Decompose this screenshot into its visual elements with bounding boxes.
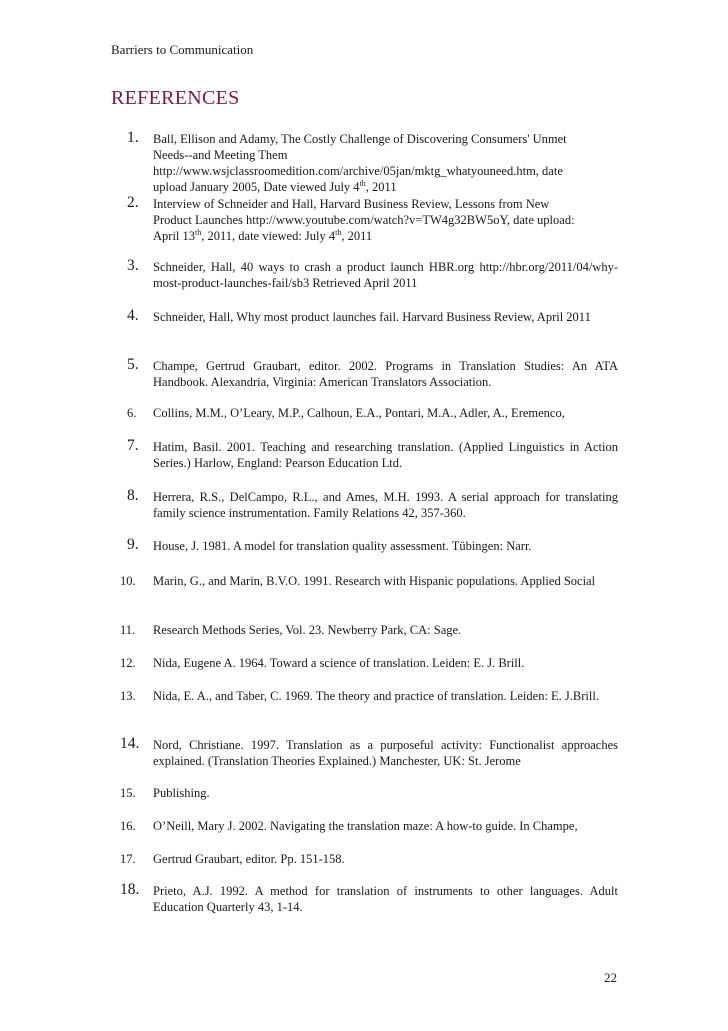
reference-text: Schneider, Hall, 40 ways to crash a product launch HBR.org http://hbr.org/2011/04/why-most-product-launches-fail/sb3 Retrieved April 2011 — [153, 260, 618, 290]
reference-number: 15. — [120, 786, 136, 800]
reference-number: 1. — [127, 129, 139, 146]
reference-number: 5. — [127, 356, 139, 373]
reference-text: Nord, Christiane. 1997. Translation as a purposeful activity: Functionalist approaches explained. (Translation Theories Explained.) Manchester, UK: St. Jerome — [153, 738, 618, 768]
running-header: Barriers to Communication — [111, 42, 254, 57]
reference-text: Marin, G., and Marin, B.V.O. 1991. Research with Hispanic populations. Applied Social — [153, 574, 596, 588]
reference-text: Gertrud Graubart, editor. Pp. 151-158. — [153, 852, 345, 866]
reference-text: House, J. 1981. A model for translation quality assessment. Tübingen: Narr. — [153, 539, 532, 553]
reference-number: 9. — [127, 536, 139, 553]
reference-number: 11. — [120, 623, 136, 637]
reference-text: Ball, Ellison and Adamy, The Costly Challenge of Discovering Consumers' Unmet Needs--and Meeting Them http://www.wsjclassroomedition.com/archive/05jan/mktg_whatyouneed.htm, date upload January 2005, Date viewed July 4th, 2011 — [153, 132, 567, 194]
reference-number: 17. — [120, 852, 136, 866]
references-heading: REFERENCES — [111, 87, 240, 109]
reference-number: 4. — [127, 307, 139, 324]
reference-text: Prieto, A.J. 1992. A method for translation of instruments to other languages. Adult Education Quarterly 43, 1-14. — [153, 884, 618, 914]
reference-number: 2. — [127, 194, 139, 211]
reference-text: Research Methods Series, Vol. 23. Newberry Park, CA: Sage. — [153, 623, 462, 637]
reference-text: Nida, Eugene A. 1964. Toward a science of translation. Leiden: E. J. Brill. — [153, 656, 525, 670]
reference-number: 6. — [127, 406, 137, 420]
reference-number: 10. — [120, 574, 136, 588]
reference-number: 12. — [120, 656, 136, 670]
reference-number: 14. — [120, 735, 140, 752]
page-number: 22 — [604, 970, 617, 985]
reference-text: Schneider, Hall, Why most product launches fail. Harvard Business Review, April 2011 — [153, 310, 591, 324]
reference-text: Champe, Gertrud Graubart, editor. 2002. Programs in Translation Studies: An ATA Handbook. Alexandria, Virginia: American Translators Association. — [153, 359, 618, 389]
reference-number: 8. — [127, 487, 139, 504]
reference-text: Nida, E. A., and Taber, C. 1969. The theory and practice of translation. Leiden: E. J.Brill. — [153, 689, 599, 703]
reference-number: 13. — [120, 689, 136, 703]
reference-text: Interview of Schneider and Hall, Harvard Business Review, Lessons from New Product Launches http://www.youtube.com/watch?v=TW4g32BW5oY, date upload: April 13th, 2011, date viewed: July 4th, 2011 — [153, 197, 575, 243]
reference-number: 16. — [120, 819, 136, 833]
reference-text: Publishing. — [153, 786, 210, 800]
reference-number: 18. — [120, 881, 140, 898]
reference-text: Hatim, Basil. 2001. Teaching and researching translation. (Applied Linguistics in Action Series.) Harlow, England: Pearson Education Ltd. — [153, 440, 618, 470]
reference-number: 7. — [127, 437, 139, 454]
reference-text: Collins, M.M., O’Leary, M.P., Calhoun, E.A., Pontari, M.A., Adler, A., Eremenco, — [153, 406, 565, 420]
reference-text: Herrera, R.S., DelCampo, R.L., and Ames, M.H. 1993. A serial approach for translating family science instrumentation. Family Relations 42, 357-360. — [153, 490, 618, 520]
reference-text: O’Neill, Mary J. 2002. Navigating the translation maze: A how-to guide. In Champe, — [153, 819, 578, 833]
reference-number: 3. — [127, 257, 139, 274]
